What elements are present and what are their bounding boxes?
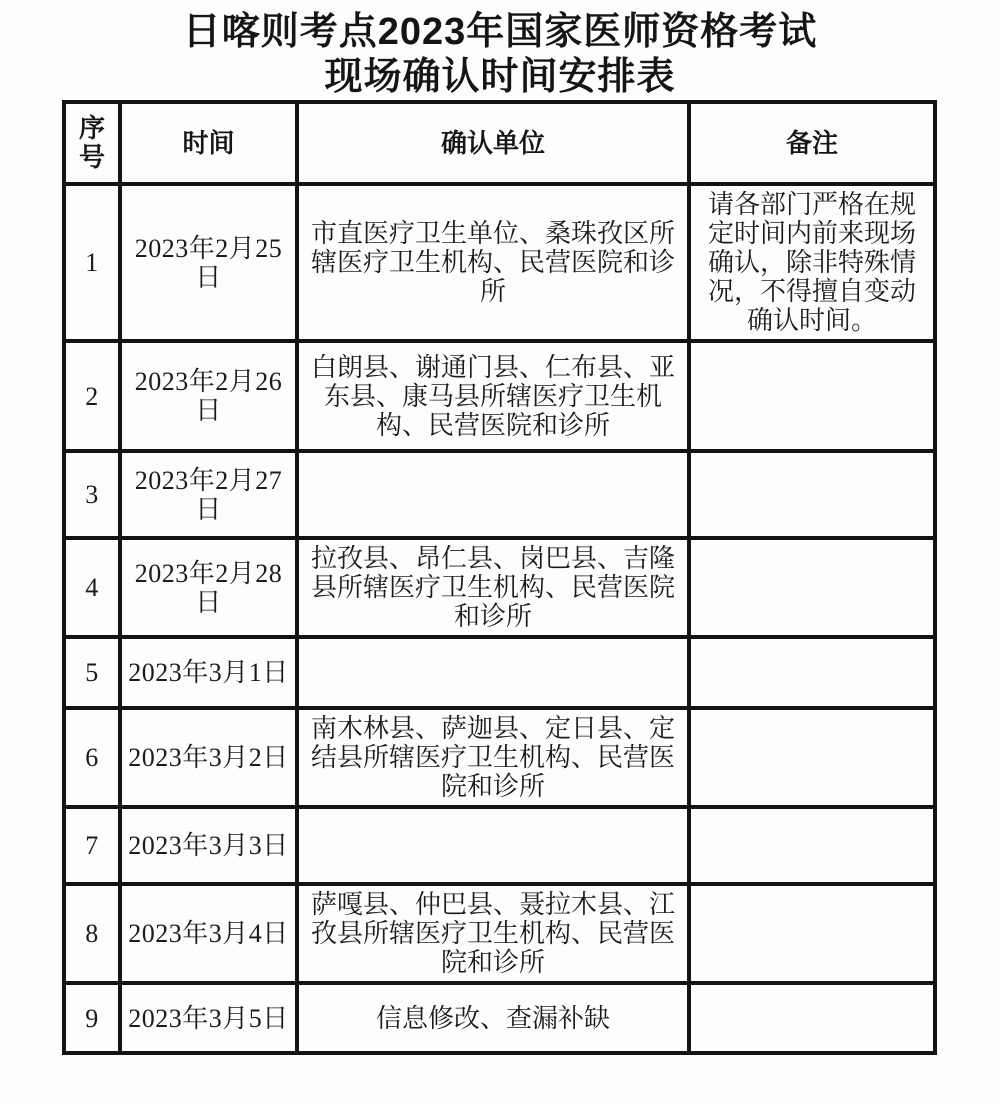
row-remark — [689, 637, 935, 708]
table-row — [64, 807, 935, 884]
header-serial-number: 序号 — [64, 102, 120, 184]
row-confirm-unit — [297, 807, 689, 884]
row-date: 2023年2月26日 — [120, 341, 297, 451]
table-row — [64, 341, 935, 451]
table-row — [64, 637, 935, 708]
row-remark — [689, 983, 935, 1053]
document-title — [0, 0, 1000, 100]
row-confirm-unit: 萨嘎县、仲巴县、聂拉木县、江孜县所辖医疗卫生机构、民营医院和诊所 — [297, 884, 689, 983]
row-serial-number: 4 — [64, 538, 120, 637]
row-confirm-unit: 南木林县、萨迦县、定日县、定结县所辖医疗卫生机构、民营医院和诊所 — [297, 708, 689, 807]
table-row — [64, 983, 935, 1053]
table-row — [64, 708, 935, 807]
row-confirm-unit: 信息修改、查漏补缺 — [297, 983, 689, 1053]
header-time: 时间 — [120, 102, 297, 184]
row-date: 2023年3月2日 — [120, 708, 297, 807]
table-header-row — [64, 102, 935, 184]
row-serial-number: 3 — [64, 451, 120, 538]
table-row — [64, 451, 935, 538]
row-serial-number: 1 — [64, 184, 120, 341]
row-remark — [689, 807, 935, 884]
schedule-table — [62, 100, 937, 1055]
row-confirm-unit — [297, 637, 689, 708]
row-remark — [689, 708, 935, 807]
row-date: 2023年2月27日 — [120, 451, 297, 538]
table-row — [64, 538, 935, 637]
row-date: 2023年3月1日 — [120, 637, 297, 708]
row-date: 2023年3月5日 — [120, 983, 297, 1053]
row-date: 2023年2月28日 — [120, 538, 297, 637]
row-confirm-unit: 白朗县、谢通门县、仁布县、亚东县、康马县所辖医疗卫生机构、民营医院和诊所 — [297, 341, 689, 451]
document-title-line2: 现场确认时间安排表 — [324, 56, 676, 98]
row-date: 2023年2月25日 — [120, 184, 297, 341]
row-remark — [689, 538, 935, 637]
table-row — [64, 184, 935, 341]
row-remark — [689, 451, 935, 538]
row-remark — [689, 884, 935, 983]
row-date: 2023年3月3日 — [120, 807, 297, 884]
row-serial-number: 6 — [64, 708, 120, 807]
header-remark: 备注 — [689, 102, 935, 184]
row-serial-number: 5 — [64, 637, 120, 708]
row-confirm-unit — [297, 451, 689, 538]
row-date: 2023年3月4日 — [120, 884, 297, 983]
row-remark: 请各部门严格在规定时间内前来现场确认，除非特殊情况，不得擅自变动确认时间。 — [689, 184, 935, 341]
row-confirm-unit: 拉孜县、昂仁县、岗巴县、吉隆县所辖医疗卫生机构、民营医院和诊所 — [297, 538, 689, 637]
row-confirm-unit: 市直医疗卫生单位、桑珠孜区所辖医疗卫生机构、民营医院和诊所 — [297, 184, 689, 341]
row-remark — [689, 341, 935, 451]
table-row — [64, 884, 935, 983]
row-serial-number: 8 — [64, 884, 120, 983]
row-serial-number: 7 — [64, 807, 120, 884]
header-confirm-unit: 确认单位 — [297, 102, 689, 184]
row-serial-number: 2 — [64, 341, 120, 451]
document-title-line1: 日喀则考点2023年国家医师资格考试 — [182, 11, 818, 53]
row-serial-number: 9 — [64, 983, 120, 1053]
